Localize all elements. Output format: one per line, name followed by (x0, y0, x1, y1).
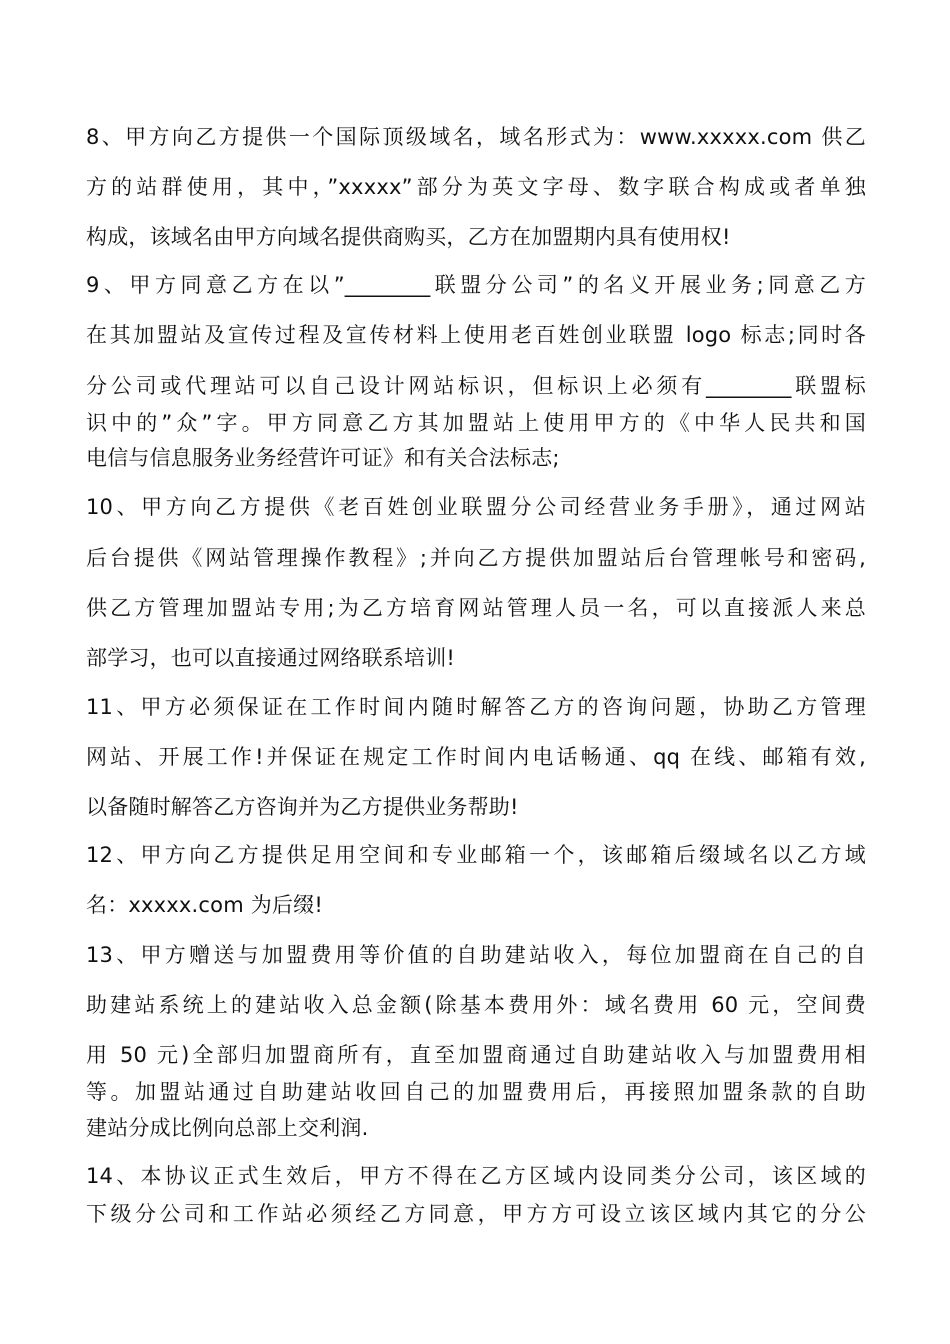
paragraph-line: 以备随时解答乙方咨询并为乙方提供业务帮助! (86, 795, 519, 819)
paragraph-line: 网站、开展工作!并保证在规定工作时间内电话畅通、qq 在线、邮箱有效, (86, 745, 866, 769)
paragraph-line: 12、甲方向乙方提供足用空间和专业邮箱一个，该邮箱后缀域名以乙方域 (86, 843, 866, 867)
paragraph-line: 识中的”众”字。甲方同意乙方其加盟站上使用甲方的《中华人民共和国 (86, 411, 866, 435)
paragraph-line: 9、甲方同意乙方在以”________联盟分公司”的名义开展业务;同意乙方 (86, 273, 866, 297)
paragraph-line: 14、本协议正式生效后，甲方不得在乙方区域内设同类分公司，该区域的 (86, 1164, 866, 1188)
paragraph-line: 13、甲方赠送与加盟费用等价值的自助建站收入，每位加盟商在自己的自 (86, 943, 866, 967)
paragraph-line: 构成，该域名由甲方向域名提供商购买，乙方在加盟期内具有使用权! (86, 225, 731, 249)
paragraph-line: 10、甲方向乙方提供《老百姓创业联盟分公司经营业务手册》，通过网站 (86, 495, 866, 519)
paragraph-line: 下级分公司和工作站必须经乙方同意，甲方方可设立该区域内其它的分公 (86, 1202, 866, 1226)
paragraph-line: 用 50 元)全部归加盟商所有，直至加盟商通过自助建站收入与加盟费用相 (86, 1043, 866, 1067)
paragraph-line: 后台提供《网站管理操作教程》;并向乙方提供加盟站后台管理帐号和密码, (86, 546, 866, 570)
paragraph-line: 供乙方管理加盟站专用;为乙方培育网站管理人员一名，可以直接派人来总 (86, 596, 866, 620)
paragraph-line: 名：xxxxx.com 为后缀! (86, 893, 323, 917)
paragraph-line: 助建站系统上的建站收入总金额(除基本费用外：域名费用 60 元，空间费 (86, 993, 866, 1017)
paragraph-line: 建站分成比例向总部上交利润. (86, 1116, 369, 1140)
paragraph-line: 8、甲方向乙方提供一个国际顶级域名，域名形式为：www.xxxxx.com 供乙 (86, 125, 866, 149)
paragraph-line: 分公司或代理站可以自己设计网站标识，但标识上必须有________联盟标 (86, 374, 866, 398)
paragraph-line: 11、甲方必须保证在工作时间内随时解答乙方的咨询问题，协助乙方管理 (86, 695, 866, 719)
paragraph-line: 在其加盟站及宣传过程及宣传材料上使用老百姓创业联盟 logo 标志;同时各 (86, 323, 866, 347)
paragraph-line: 等。加盟站通过自助建站收回自己的加盟费用后，再接照加盟条款的自助 (86, 1080, 866, 1104)
paragraph-line: 部学习，也可以直接通过网络联系培训! (86, 646, 456, 670)
paragraph-line: 方的站群使用，其中，”xxxxx”部分为英文字母、数字联合构成或者单独 (86, 175, 866, 199)
paragraph-line: 电信与信息服务业务经营许可证》和有关合法标志; (86, 446, 560, 470)
